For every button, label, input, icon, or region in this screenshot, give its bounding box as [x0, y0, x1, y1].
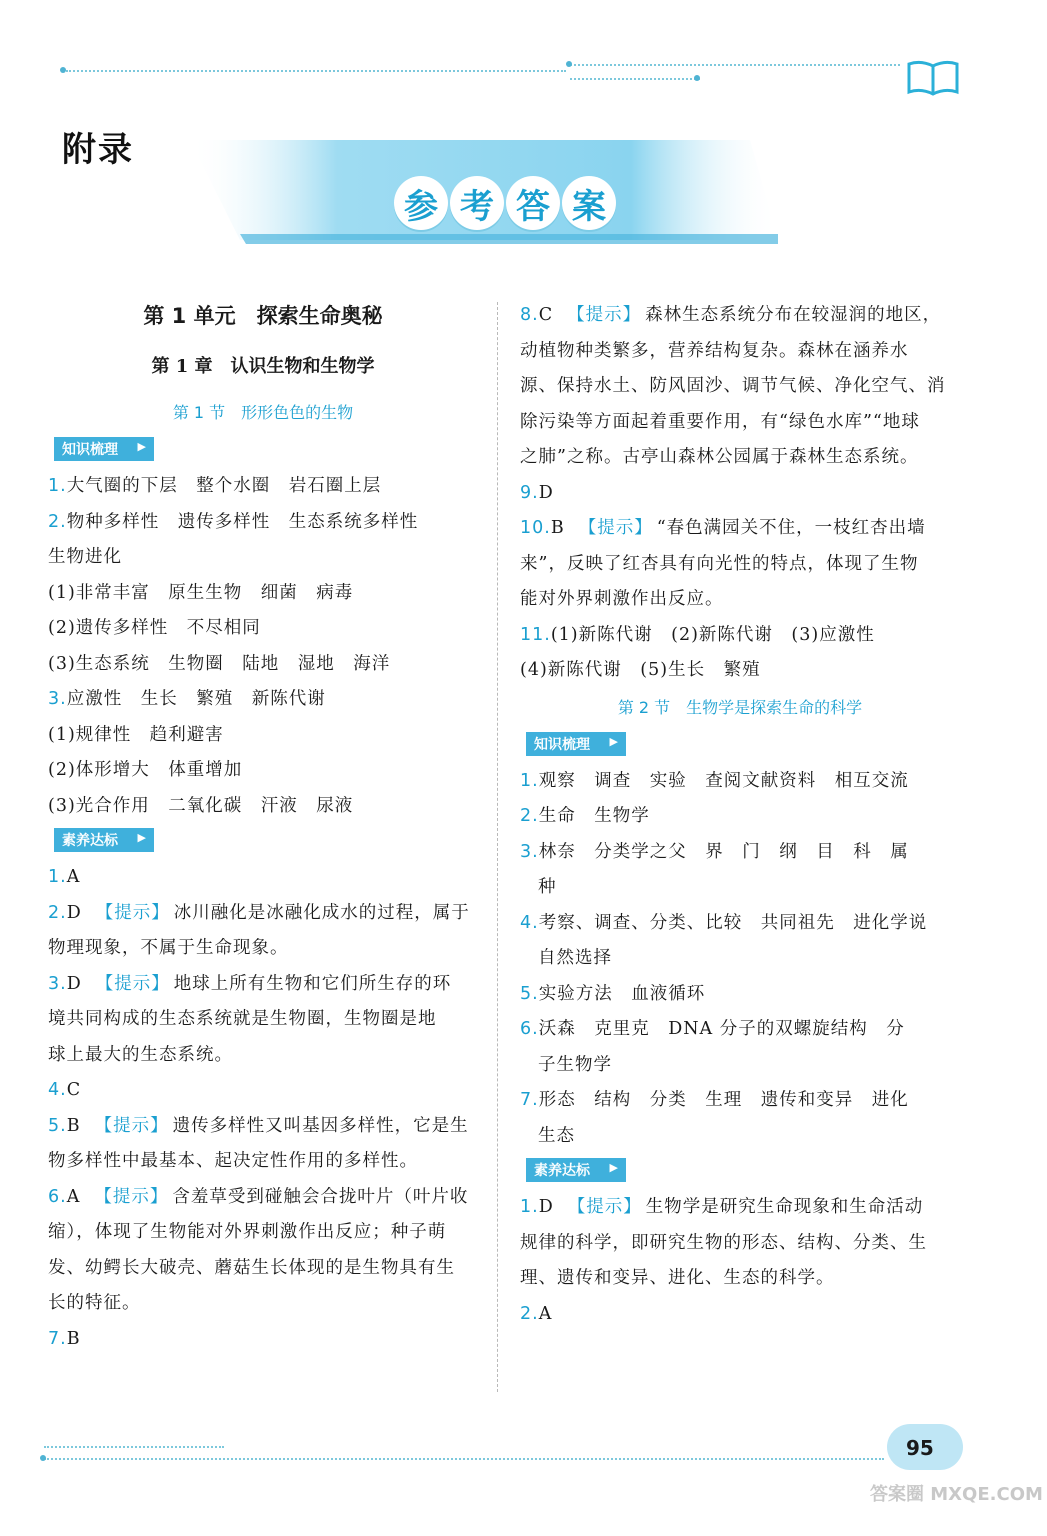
answer-line — [48, 505, 478, 541]
answer-line — [48, 647, 478, 683]
top-dot-right — [694, 75, 700, 81]
item-text: (3)光合作用 二氧化碳 汗液 尿液 — [48, 795, 354, 816]
item-text: 大气圈的下层 整个水圈 岩石圈上层 — [66, 476, 382, 496]
item-text: 生命 生物学 — [538, 806, 650, 826]
answer-line — [48, 789, 478, 825]
item-number: 2. — [520, 1303, 539, 1324]
answer-line — [520, 1190, 960, 1226]
right-column — [520, 300, 960, 1332]
item-number: 1. — [520, 1197, 539, 1217]
title-char: 答 — [506, 176, 560, 230]
answer-line — [520, 547, 960, 583]
answer-line — [520, 1083, 960, 1119]
answer-line — [520, 1261, 960, 1297]
item-text: (2)遗传多样性 不尽相同 — [48, 618, 261, 638]
top-dotted-rule-right — [570, 64, 900, 66]
item-number: 4. — [48, 1080, 67, 1100]
item-text: A — [538, 1303, 553, 1324]
item-text: 生物进化 — [48, 547, 122, 567]
answer-line — [48, 896, 478, 932]
item-text: 形态 结构 分类 生理 遗传和变异 进化 — [538, 1090, 909, 1110]
answer-line — [520, 405, 960, 441]
answer-line — [48, 931, 478, 967]
answer-line — [48, 469, 478, 505]
column-divider — [497, 302, 498, 1392]
bottom-dotted-rule-2 — [44, 1446, 224, 1448]
item-text: B — [66, 1115, 81, 1136]
top-dot-mid — [566, 61, 572, 67]
hint-label: 【提示】 — [567, 305, 642, 325]
answer-line — [48, 682, 478, 718]
item-text: 生态 — [538, 1125, 575, 1146]
item-text: 林奈 分类学之父 界 门 纲 目 科 属 — [538, 841, 909, 862]
hint-label: 【提示】 — [95, 973, 170, 994]
item-number: 1. — [48, 867, 67, 887]
item-text: 物多样性中最基本、起决定性作用的多样性。 — [48, 1151, 418, 1171]
answers-title — [394, 176, 616, 230]
answer-line — [520, 511, 960, 547]
item-text: B — [550, 518, 565, 538]
tag-knowledge: 知识梳理 ▶ — [526, 732, 626, 756]
answer-line — [520, 653, 960, 689]
item-number: 5. — [520, 983, 539, 1004]
item-number: 3. — [48, 689, 67, 709]
answer-line — [520, 906, 960, 942]
item-text: (4)新陈代谢 (5)生长 繁殖 — [520, 660, 761, 680]
item-text: D — [66, 973, 82, 994]
answer-list — [48, 860, 478, 1357]
item-number: 6. — [520, 1019, 539, 1039]
item-text: (1)规律性 趋利避害 — [48, 724, 224, 745]
item-text: (3)生态系统 生物圈 陆地 湿地 海洋 — [48, 653, 391, 674]
item-text: 球上最大的生态系统。 — [48, 1044, 233, 1065]
chapter-title: 第 1 章 认识生物和生物学 — [151, 356, 375, 377]
item-text: 动植物种类繁多，营养结构复杂。森林在涵养水 — [520, 340, 909, 361]
item-number: 2. — [48, 511, 67, 532]
item-number: 5. — [48, 1115, 67, 1136]
item-text: 自然选择 — [538, 948, 612, 968]
answer-line — [520, 440, 960, 476]
item-text: A — [66, 1186, 81, 1207]
item-number: 8. — [520, 305, 539, 325]
answer-line — [520, 941, 960, 977]
item-text: 子生物学 — [538, 1054, 612, 1075]
item-number: 4. — [520, 912, 539, 933]
item-number: 10. — [520, 518, 551, 538]
item-text: 物理现象，不属于生命现象。 — [48, 938, 289, 958]
title-char: 案 — [562, 176, 616, 230]
answer-line — [520, 1297, 960, 1333]
answer-line — [48, 1073, 478, 1109]
hint-label: 【提示】 — [578, 518, 653, 538]
item-text: A — [66, 867, 81, 887]
item-text: C — [538, 305, 554, 325]
section-title: 第 1 节 形形色色的生物 — [172, 403, 354, 422]
answer-line — [520, 369, 960, 405]
answer-line — [48, 753, 478, 789]
tag-knowledge: 知识梳理 ▶ — [54, 437, 154, 461]
unit-title: 第 1 单元 探索生命奥秘 — [143, 304, 383, 328]
answer-line — [520, 1048, 960, 1084]
item-number: 9. — [520, 482, 539, 503]
answer-line — [520, 870, 960, 906]
answer-line — [48, 1286, 478, 1322]
answer-line — [48, 1322, 478, 1358]
hint-label: 【提示】 — [94, 1115, 169, 1136]
answer-line — [520, 1119, 960, 1155]
item-text: (2)体形增大 体重增加 — [48, 760, 243, 780]
item-text: 观察 调查 实验 查阅文献资料 相互交流 — [538, 770, 909, 791]
hint-text: 冰川融化是冰融化成水的过程，属于 — [173, 902, 470, 923]
item-text: 境共同构成的生态系统就是生物圈，生物圈是地 — [48, 1009, 437, 1029]
section-title: 第 2 节 生物学是探索生命的科学 — [617, 697, 863, 717]
answer-line — [48, 1215, 478, 1251]
answer-line — [48, 860, 478, 896]
title-char: 考 — [450, 176, 504, 230]
bottom-dotted-rule — [44, 1458, 884, 1460]
answer-line — [520, 1012, 960, 1048]
item-text: D — [66, 902, 82, 923]
item-text: 发、幼鳄长大破壳、蘑菇生长体现的是生物具有生 — [48, 1257, 455, 1278]
item-text: 种 — [538, 877, 557, 897]
item-text: 理、遗传和变异、进化、生态的科学。 — [520, 1268, 835, 1288]
answer-line — [520, 618, 960, 654]
hint-text: 含羞草受到碰触会合拢叶片（叶片收 — [172, 1186, 469, 1207]
item-number: 2. — [48, 902, 67, 923]
knowledge-list — [520, 764, 960, 1155]
item-number: 7. — [520, 1090, 539, 1110]
item-text: 能对外界刺激作出反应。 — [520, 589, 724, 609]
top-dot-left — [60, 67, 66, 73]
hint-text: 地球上所有生物和它们所生存的环 — [173, 973, 452, 994]
item-text: D — [538, 1197, 554, 1217]
answer-line — [48, 718, 478, 754]
page-number: 95 — [906, 1436, 934, 1460]
answer-line — [48, 611, 478, 647]
answer-line — [48, 540, 478, 576]
item-text: 来”，反映了红杏具有向光性的特点，体现了生物 — [520, 553, 919, 574]
appendix-label: 附录 — [62, 130, 134, 170]
item-number: 11. — [520, 624, 551, 645]
item-number: 7. — [48, 1328, 67, 1349]
answer-line — [520, 334, 960, 370]
answer-line — [520, 476, 960, 512]
item-text: 物种多样性 遗传多样性 生态系统多样性 — [66, 511, 419, 532]
hint-text: 生物学是研究生命现象和生命活动 — [645, 1197, 924, 1217]
answer-line — [48, 1109, 478, 1145]
item-text: 规律的科学，即研究生物的形态、结构、分类、生 — [520, 1232, 927, 1253]
item-text: 之肺”之称。古亭山森林公园属于森林生态系统。 — [520, 447, 919, 467]
item-text: B — [66, 1328, 81, 1349]
answer-line — [520, 799, 960, 835]
item-text: 源、保持水土、防风固沙、调节气候、净化空气、消 — [520, 376, 946, 396]
item-text: 应激性 生长 繁殖 新陈代谢 — [66, 689, 326, 709]
item-text: 沃森 克里克 DNA 分子的双螺旋结构 分 — [538, 1019, 905, 1039]
item-text: (1)新陈代谢 (2)新陈代谢 (3)应激性 — [550, 624, 875, 645]
answer-line — [48, 1180, 478, 1216]
tag-attainment: 素养达标 ▶ — [54, 828, 154, 852]
answer-line — [48, 967, 478, 1003]
item-text: (1)非常丰富 原生生物 细菌 病毒 — [48, 582, 354, 603]
item-text: C — [66, 1080, 82, 1100]
hint-label: 【提示】 — [95, 902, 170, 923]
item-number: 1. — [48, 476, 67, 496]
answer-line — [48, 1038, 478, 1074]
answer-line — [520, 764, 960, 800]
item-number: 3. — [48, 973, 67, 994]
answer-list — [520, 1190, 960, 1332]
item-number: 6. — [48, 1186, 67, 1207]
bottom-dot — [40, 1455, 46, 1461]
watermark: 答案圈 MXQE.COM — [870, 1484, 1043, 1505]
answer-line — [520, 298, 960, 334]
tag-attainment: 素养达标 ▶ — [526, 1158, 626, 1182]
item-text: D — [538, 482, 554, 503]
item-number: 1. — [520, 770, 539, 791]
hint-text: “春色满园关不住，一枝红杏出墙 — [656, 518, 926, 538]
answer-line — [520, 977, 960, 1013]
item-text: 除污染等方面起着重要作用，有“绿色水库”“地球 — [520, 411, 920, 432]
answer-line — [520, 582, 960, 618]
item-text: 缩），体现了生物能对外界刺激作出反应；种子萌 — [48, 1222, 447, 1242]
item-text: 考察、调查、分类、比较 共同祖先 进化学说 — [538, 912, 928, 933]
top-dotted-rule — [66, 70, 566, 72]
hint-label: 【提示】 — [94, 1186, 169, 1207]
answer-list — [520, 298, 960, 689]
item-number: 2. — [520, 806, 539, 826]
item-number: 3. — [520, 841, 539, 862]
item-text: 实验方法 血液循环 — [538, 983, 706, 1004]
open-book-icon — [905, 58, 961, 98]
answer-line — [520, 835, 960, 871]
title-char: 参 — [394, 176, 448, 230]
answer-line — [520, 1226, 960, 1262]
answer-line — [48, 1144, 478, 1180]
item-text: 长的特征。 — [48, 1293, 141, 1313]
answer-line — [48, 1251, 478, 1287]
knowledge-list — [48, 469, 478, 824]
answer-line — [48, 1002, 478, 1038]
hint-text: 森林生态系统分布在较湿润的地区， — [645, 305, 942, 325]
left-column — [48, 300, 478, 1357]
hint-label: 【提示】 — [567, 1197, 642, 1217]
top-dotted-rule-right-2 — [570, 78, 700, 80]
hint-text: 遗传多样性又叫基因多样性，它是生 — [172, 1115, 469, 1136]
answer-line — [48, 576, 478, 612]
